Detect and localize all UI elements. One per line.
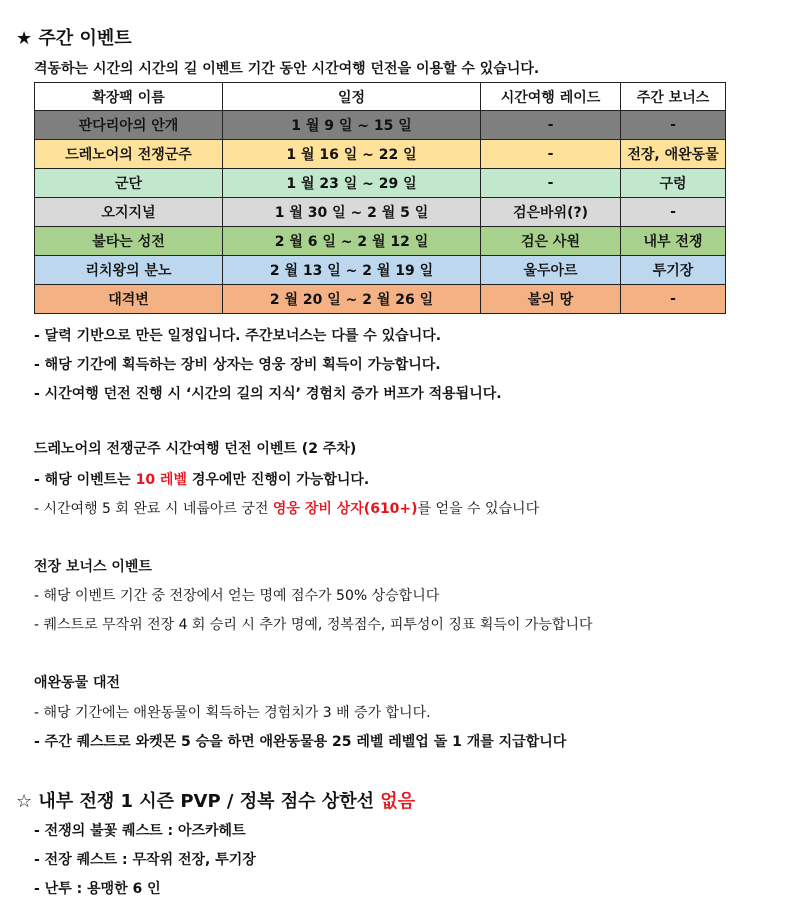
raid-cell: 울두아르	[481, 256, 621, 285]
schedule-cell: 2 월 6 일 ~ 2 월 12 일	[223, 227, 481, 256]
schedule-cell: 2 월 13 일 ~ 2 월 19 일	[223, 256, 481, 285]
table-row	[35, 140, 726, 169]
expansion-name-cell: 드레노어의 전쟁군주	[35, 140, 223, 169]
weekly-event-subtitle: 격동하는 시간의 시간의 길 이벤트 기간 동안 시간여행 던전을 이용할 수 있습니다.	[34, 61, 540, 77]
note-line: - 달력 기반으로 만든 일정입니다. 주간보너스는 다를 수 있습니다.	[34, 328, 442, 344]
bonus-cell: 내부 전쟁	[621, 227, 726, 256]
table-row	[35, 227, 726, 256]
draenor-line-1	[34, 469, 369, 489]
bonus-cell: -	[621, 285, 726, 314]
expansion-name-cell: 리치왕의 분노	[35, 256, 223, 285]
highlight-reward: 영웅 장비 상자(610+)	[272, 501, 418, 517]
header-raid: 시간여행 레이드	[481, 83, 621, 111]
schedule-cell: 1 월 23 일 ~ 29 일	[223, 169, 481, 198]
pvp-cap-none: 없음	[380, 791, 416, 812]
header-expansion: 확장팩 이름	[35, 83, 223, 111]
bonus-cell: -	[621, 111, 726, 140]
expansion-name-cell: 오지지널	[35, 198, 223, 227]
raid-cell: -	[481, 140, 621, 169]
header-schedule: 일정	[223, 83, 481, 111]
pvp-line: - 전장 퀘스트 : 무작위 전장, 투기장	[34, 852, 256, 868]
raid-cell: 검은바위(?)	[481, 198, 621, 227]
note-line: - 해당 기간에 획득하는 장비 상자는 영웅 장비 획득이 가능합니다.	[34, 357, 441, 373]
draenor-line-2	[34, 498, 539, 518]
battleground-event-title: 전장 보너스 이벤트	[34, 559, 152, 575]
schedule-cell: 1 월 16 일 ~ 22 일	[223, 140, 481, 169]
text: ☆ 내부 전쟁 1 시즌 PVP / 정복 점수 상한선	[16, 791, 381, 812]
pet-line-1: - 해당 기간에는 애완동물이 획득하는 경험치가 3 배 증가 합니다.	[34, 705, 431, 721]
weekly-event-title: ★ 주간 이벤트	[16, 28, 132, 49]
raid-cell: -	[481, 111, 621, 140]
expansion-name-cell: 대격변	[35, 285, 223, 314]
text: 경우에만 진행이 가능합니다.	[186, 472, 370, 488]
table-row	[35, 285, 726, 314]
bonus-cell: -	[621, 198, 726, 227]
schedule-cell: 1 월 30 일 ~ 2 월 5 일	[223, 198, 481, 227]
note-line: - 시간여행 던전 진행 시 ‘시간의 길의 지식’ 경험치 증가 버프가 적용됩니다.	[34, 386, 502, 402]
table-row	[35, 169, 726, 198]
bonus-cell: 투기장	[621, 256, 726, 285]
schedule-cell: 1 월 9 일 ~ 15 일	[223, 111, 481, 140]
text: - 시간여행 5 회 완료 시 네룹아르 궁전	[34, 501, 273, 517]
table-row	[35, 256, 726, 285]
battleground-line: - 해당 이벤트 기간 중 전장에서 얻는 명예 점수가 50% 상승합니다	[34, 588, 440, 604]
raid-cell: -	[481, 169, 621, 198]
bonus-cell: 구렁	[621, 169, 726, 198]
expansion-name-cell: 군단	[35, 169, 223, 198]
expansion-name-cell: 불타는 성전	[35, 227, 223, 256]
pet-line-2: - 주간 퀘스트로 와켓몬 5 승을 하면 애완동물용 25 레벨 레벨업 돌 1 개를 지급합니다	[34, 734, 567, 750]
table-row	[35, 111, 726, 140]
pvp-line: - 전쟁의 불꽃 퀘스트 : 아즈카헤트	[34, 823, 246, 839]
raid-cell: 불의 땅	[481, 285, 621, 314]
draenor-event-title: 드레노어의 전쟁군주 시간여행 던전 이벤트 (2 주차)	[34, 441, 357, 457]
raid-cell: 검은 사원	[481, 227, 621, 256]
schedule-cell: 2 월 20 일 ~ 2 월 26 일	[223, 285, 481, 314]
pvp-title	[16, 787, 415, 813]
highlight-level: 10 레벨	[135, 472, 187, 488]
table-header-row	[35, 83, 726, 111]
header-bonus: 주간 보너스	[621, 83, 726, 111]
text: - 해당 이벤트는	[34, 472, 136, 488]
battleground-line: - 퀘스트로 무작위 전장 4 회 승리 시 추가 명예, 정복점수, 피투성이 징표 획득이 가능합니다	[34, 617, 593, 633]
expansion-name-cell: 판다리아의 안개	[35, 111, 223, 140]
text: 를 얻을 수 있습니다	[417, 501, 540, 517]
pvp-line: - 난투 : 용맹한 6 인	[34, 881, 161, 897]
bonus-cell: 전장, 애완동물	[621, 140, 726, 169]
table-row	[35, 198, 726, 227]
pet-battle-title: 애완동물 대전	[34, 675, 121, 691]
expansion-schedule-table	[34, 82, 726, 314]
